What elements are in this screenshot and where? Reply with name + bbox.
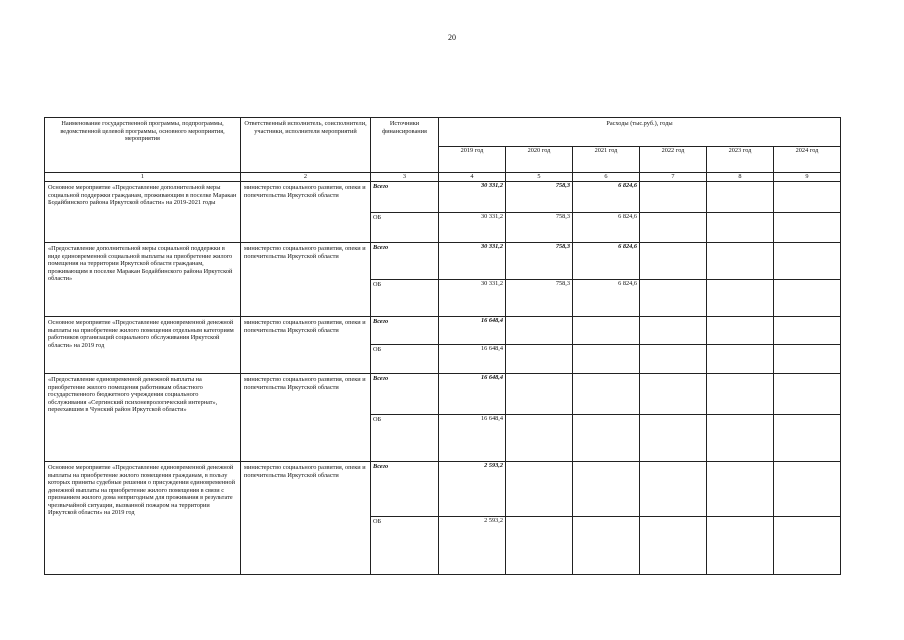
value-2020 [506,345,573,374]
value-2020: 758,3 [506,243,573,280]
header-year: 2020 год [506,147,573,173]
value-2024 [774,345,841,374]
value-2023 [707,317,774,345]
table-row-total [45,243,841,280]
value-2023 [707,243,774,280]
table-row-total [45,182,841,213]
value-2023 [707,182,774,213]
source-ob-label: ОБ [371,213,439,243]
value-2024 [774,374,841,415]
measure-name: Основное мероприятие «Предоставление единовременной денежной выплаты на приобретение жилого помещения гражданам, в пользу которых приняты судебные решения о присуждении единовременной денежной выплаты на приобретение жилого помещения в связи с признанием жилого дома непригодным для проживания в результате чрезвычайной ситуации, вызванной пожаром на территории Иркутской области» на 2019 год [45,462,241,575]
value-2023 [707,213,774,243]
column-number: 8 [707,173,774,182]
value-2022 [640,182,707,213]
column-number: 6 [573,173,640,182]
header-sources: Источники финансирования [371,118,439,173]
header-year: 2024 год [774,147,841,173]
value-2024 [774,462,841,517]
value-2021 [573,517,640,575]
column-number-row [45,173,841,182]
value-2021 [573,462,640,517]
source-total-label: Всего [371,243,439,280]
column-number: 1 [45,173,241,182]
value-2023 [707,374,774,415]
column-number: 3 [371,173,439,182]
value-2022 [640,243,707,280]
value-2022 [640,415,707,462]
table-row-total [45,374,841,415]
header-program: Наименование государственной программы, подпрограммы, ведомственной целевой программы, основного мероприятия, мероприятия [45,118,241,173]
value-2021 [573,415,640,462]
table-row-total [45,317,841,345]
measure-executor: министерство социального развития, опеки и попечительства Иркутской области [241,462,371,575]
budget-table [44,117,841,575]
measure-executor: министерство социального развития, опеки и попечительства Иркутской области [241,317,371,374]
header-year: 2019 год [439,147,506,173]
source-ob-label: ОБ [371,345,439,374]
value-2019: 16 648,4 [439,317,506,345]
measure-executor: министерство социального развития, опеки и попечительства Иркутской области [241,243,371,317]
value-2022 [640,213,707,243]
source-ob-label: ОБ [371,415,439,462]
measure-name: «Предоставление дополнительной меры социальной поддержки в виде единовременной социальной выплаты на приобретение жилого помещения на территории Иркутской области гражданам, проживающим в поселке Маракан Бодайбинского района Иркутской области» [45,243,241,317]
value-2019: 30 331,2 [439,213,506,243]
value-2024 [774,517,841,575]
header-executor: Ответственный исполнитель, соисполнители, участники, исполнители мероприятий [241,118,371,173]
value-2023 [707,345,774,374]
measure-name: Основное мероприятие «Предоставление единовременной денежной выплаты на приобретение жилого помещения отдельным категориям работников организаций социального обслуживания Иркутской области» на 2019 год [45,317,241,374]
measure-executor: министерство социального развития, опеки и попечительства Иркутской области [241,182,371,243]
header-year: 2023 год [707,147,774,173]
value-2020 [506,415,573,462]
measure-executor: министерство социального развития, опеки и попечительства Иркутской области [241,374,371,462]
value-2019: 16 648,4 [439,374,506,415]
value-2019: 30 331,2 [439,243,506,280]
value-2019: 30 331,2 [439,182,506,213]
value-2024 [774,213,841,243]
value-2022 [640,462,707,517]
column-number: 4 [439,173,506,182]
value-2020 [506,517,573,575]
source-total-label: Всего [371,317,439,345]
value-2020 [506,374,573,415]
source-total-label: Всего [371,374,439,415]
value-2022 [640,345,707,374]
header-year: 2021 год [573,147,640,173]
value-2020 [506,462,573,517]
table-row-total [45,462,841,517]
value-2024 [774,243,841,280]
value-2023 [707,415,774,462]
value-2021 [573,374,640,415]
value-2020 [506,317,573,345]
measure-name: Основное мероприятие «Предоставление дополнительной меры социальной поддержки гражданам, проживающим в поселке Маракан Бодайбинского района Иркутской области» на 2019-2021 годы [45,182,241,243]
value-2024 [774,415,841,462]
value-2023 [707,517,774,575]
column-number: 7 [640,173,707,182]
source-total-label: Всего [371,182,439,213]
value-2019: 16 648,4 [439,345,506,374]
value-2019: 30 331,2 [439,280,506,317]
measure-name: «Предоставление единовременной денежной выплаты на приобретение жилого помещения работникам областного государственного бюджетного учреждения социального обслуживания «Сергинский психоневрологический интернат», переехавшим в Чунский район Иркутской области» [45,374,241,462]
value-2021: 6 824,6 [573,280,640,317]
value-2023 [707,280,774,317]
value-2019: 16 648,4 [439,415,506,462]
value-2020: 758,3 [506,182,573,213]
value-2022 [640,517,707,575]
value-2021 [573,345,640,374]
value-2019: 2 593,2 [439,462,506,517]
value-2024 [774,280,841,317]
value-2022 [640,374,707,415]
source-ob-label: ОБ [371,280,439,317]
value-2020: 758,3 [506,280,573,317]
page-number: 20 [448,33,456,42]
value-2024 [774,317,841,345]
value-2022 [640,317,707,345]
value-2021: 6 824,6 [573,243,640,280]
header-year: 2022 год [640,147,707,173]
value-2023 [707,462,774,517]
value-2024 [774,182,841,213]
value-2021: 6 824,6 [573,213,640,243]
value-2021: 6 824,6 [573,182,640,213]
source-total-label: Всего [371,462,439,517]
header-expenses: Расходы (тыс.руб.), годы [439,118,841,147]
source-ob-label: ОБ [371,517,439,575]
column-number: 9 [774,173,841,182]
value-2021 [573,317,640,345]
column-number: 5 [506,173,573,182]
column-number: 2 [241,173,371,182]
value-2019: 2 593,2 [439,517,506,575]
value-2020: 758,3 [506,213,573,243]
value-2022 [640,280,707,317]
